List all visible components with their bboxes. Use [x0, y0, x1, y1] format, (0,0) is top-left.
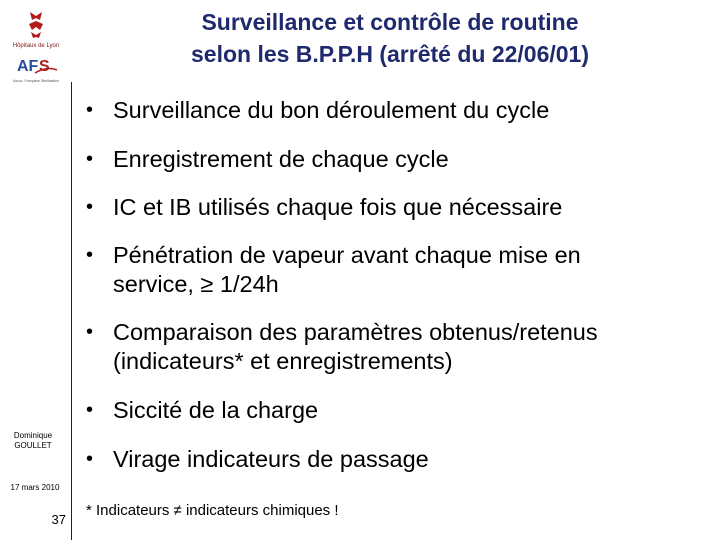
bullet-item: [86, 396, 703, 425]
bullet-item: [86, 318, 703, 376]
bullet-dot-icon: •: [86, 321, 94, 343]
bullet-text: Siccité de la charge: [113, 397, 319, 423]
bullet-text: Enregistrement de chaque cycle: [113, 146, 449, 172]
afs-logo-icon: [15, 54, 59, 76]
bullet-item: [86, 241, 703, 299]
title-line-2: selon les B.P.P.H (arrêté du 22/06/01): [190, 41, 590, 67]
bullet-text-line-2: (indicateurs* et enregistrements): [113, 348, 453, 374]
bullet-dot-icon: •: [86, 448, 94, 470]
bullet-dot-icon: •: [86, 196, 94, 218]
bullet-item: [86, 445, 703, 474]
bullet-text-line-2: service, ≥ 1/24h: [113, 271, 279, 297]
bullet-text: IC et IB utilisés chaque fois que nécessaire: [113, 194, 563, 220]
svg-text:AF: AF: [17, 58, 39, 75]
hospital-logo: [8, 10, 64, 83]
footnote: * Indicateurs ≠ indicateurs chimiques !: [86, 502, 339, 519]
bullet-text-line-1: Pénétration de vapeur avant chaque mise en: [113, 242, 581, 268]
author-last-name: GOULLET: [14, 441, 52, 450]
bullet-dot-icon: •: [86, 99, 94, 121]
author-first-name: Dominique: [13, 431, 53, 440]
bullet-text-line-1: Comparaison des paramètres obtenus/retenus: [113, 319, 598, 345]
bullet-text: Surveillance du bon déroulement du cycle: [113, 97, 550, 123]
hospital-name: Hôpitaux de Lyon: [12, 43, 60, 49]
afs-subtitle: Assoc. Française Stérilisation: [13, 79, 59, 83]
title-line-1: Surveillance et contrôle de routine: [201, 9, 579, 35]
bullet-dot-icon: •: [86, 148, 94, 170]
hospices-lyon-emblem-icon: [26, 10, 46, 40]
bullet-item: [86, 96, 703, 125]
slide-title: [90, 6, 690, 70]
bullet-item: [86, 193, 703, 222]
author: [2, 431, 64, 451]
slide-date: 17 mars 2010: [10, 483, 60, 492]
sidebar-divider: [71, 82, 72, 540]
bullet-item: [86, 145, 703, 174]
bullet-dot-icon: •: [86, 399, 94, 421]
bullet-dot-icon: •: [86, 244, 94, 266]
page-number: 37: [51, 512, 66, 527]
bullet-text: Virage indicateurs de passage: [113, 446, 429, 472]
svg-text:S: S: [39, 58, 50, 75]
